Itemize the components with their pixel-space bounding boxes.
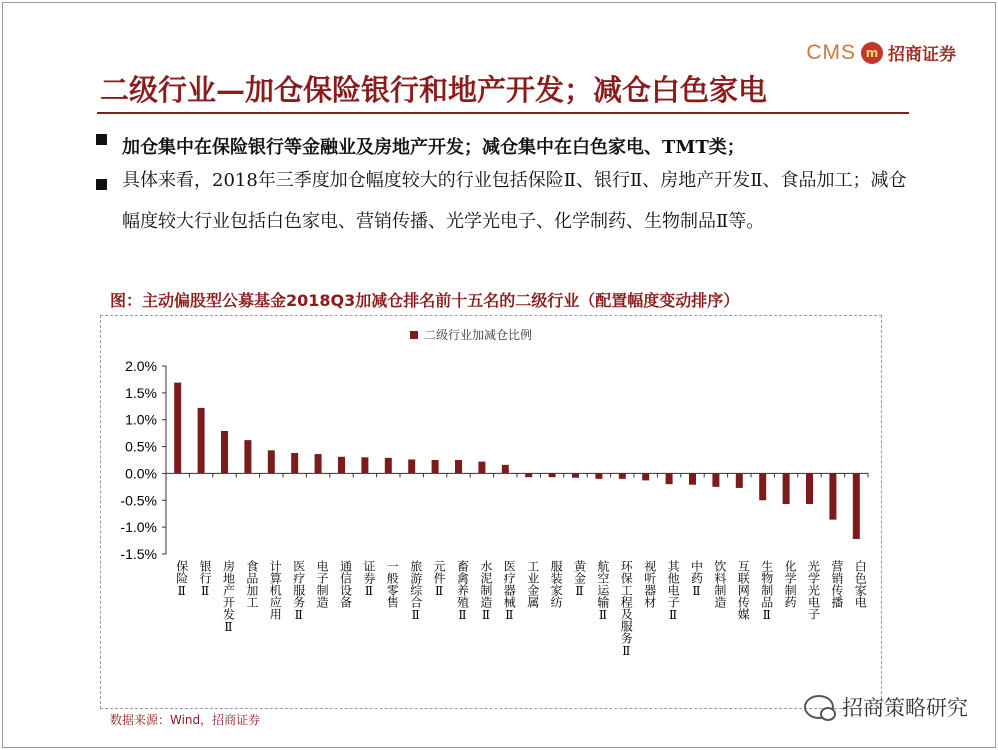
legend-swatch — [410, 331, 418, 339]
x-tick-label: 中药Ⅱ — [689, 560, 704, 598]
y-tick-label: 1.5% — [125, 384, 157, 401]
x-tick-label: 互联网传媒 — [736, 560, 751, 620]
x-tick-label: 计算机应用 — [268, 560, 283, 620]
bar — [174, 383, 181, 474]
x-tick-label: 畜禽养殖Ⅱ — [455, 560, 470, 622]
x-tick-label: 元件Ⅱ — [432, 560, 447, 598]
bar — [853, 473, 860, 539]
bar — [736, 473, 743, 488]
x-tick-label: 环保工程及服务Ⅱ — [619, 560, 634, 658]
y-tick-label: -1.0% — [120, 519, 157, 536]
y-tick-label: 0.0% — [125, 465, 157, 482]
bar — [361, 457, 368, 473]
bar — [619, 473, 626, 478]
logo-cn-text: 招商证券 — [888, 45, 956, 65]
bullet-square-icon — [96, 179, 107, 190]
bar — [806, 473, 813, 504]
bullet-text: 具体来看，2018年三季度加仓幅度较大的行业包括保险Ⅱ、银行Ⅱ、房地产开发Ⅱ、食品加工；减仓幅度较大行业包括白色家电、营销传播、光学光电子、化学制药、生物制品Ⅱ等。 — [122, 170, 907, 232]
bar — [572, 473, 579, 477]
watermark-text: 招商策略研究 — [842, 696, 968, 720]
bullet-square-icon — [96, 134, 107, 145]
x-tick-label: 电子制造 — [315, 560, 330, 608]
wechat-icon — [804, 695, 834, 719]
slide-title: 二级行业—加仓保险银行和地产开发；减仓白色家电 — [100, 73, 768, 107]
bar — [525, 473, 532, 477]
bar — [315, 454, 322, 473]
x-tick-label: 白色家电 — [853, 560, 868, 608]
x-tick-label: 食品加工 — [244, 560, 259, 608]
x-tick-label: 水泥制造Ⅱ — [478, 560, 493, 622]
y-tick-label: -0.5% — [120, 492, 157, 509]
x-tick-label: 房地产开发Ⅱ — [221, 560, 236, 634]
bar — [455, 460, 462, 473]
bar — [642, 473, 649, 480]
bar — [198, 408, 205, 474]
legend-label: 二级行业加减仓比例 — [424, 328, 533, 342]
x-tick-label: 服装家纺 — [549, 560, 564, 608]
bar — [549, 473, 556, 477]
bullet-item-2 — [96, 160, 912, 242]
x-tick-label: 保险Ⅱ — [174, 560, 189, 598]
x-tick-label: 旅游综合Ⅱ — [408, 560, 423, 622]
x-tick-label: 航空运输Ⅱ — [595, 560, 610, 622]
cms-mark-icon: m — [861, 42, 883, 64]
bar — [478, 462, 485, 474]
bar-chart — [100, 315, 880, 707]
bar — [783, 473, 790, 504]
bar — [268, 450, 275, 473]
x-tick-label: 视听器材 — [642, 560, 657, 608]
x-tick-label: 通信设备 — [338, 560, 353, 608]
bar — [408, 459, 415, 473]
x-tick-label: 饮料制造 — [712, 560, 727, 608]
bar — [689, 473, 696, 484]
watermark — [804, 692, 968, 722]
bar — [712, 473, 719, 486]
x-tick-label: 一般零售 — [385, 560, 400, 608]
x-tick-label: 其他电子Ⅱ — [666, 560, 681, 622]
x-tick-label: 工业金属 — [525, 560, 540, 608]
bullet-text: 加仓集中在保险银行等金融业及房地产开发；减仓集中在白色家电、TMT类； — [122, 137, 745, 158]
y-tick-label: 0.5% — [125, 438, 157, 455]
y-tick-label: -1.5% — [120, 546, 157, 562]
bar — [666, 473, 673, 484]
bar — [291, 453, 298, 473]
x-tick-label: 营销传播 — [829, 560, 844, 608]
x-tick-label: 医疗器械Ⅱ — [502, 560, 517, 622]
bar — [221, 431, 228, 473]
data-source: 数据来源：Wind，招商证券 — [110, 713, 261, 727]
bar — [595, 473, 602, 478]
brand-logo — [806, 40, 956, 65]
title-divider — [97, 112, 909, 114]
x-tick-label: 光学光电子 — [806, 560, 821, 620]
x-tick-label: 生物制品Ⅱ — [759, 560, 774, 622]
logo-text: CMS — [806, 40, 856, 64]
y-tick-label: 2.0% — [125, 358, 157, 374]
bar — [759, 473, 766, 500]
bar — [502, 465, 509, 474]
bar — [338, 457, 345, 474]
y-tick-label: 1.0% — [125, 411, 157, 428]
x-tick-label: 医疗服务Ⅱ — [291, 560, 306, 622]
bar — [244, 440, 251, 473]
bar — [432, 460, 439, 473]
x-tick-label: 银行Ⅱ — [198, 560, 213, 598]
bar — [385, 458, 392, 474]
x-tick-label: 证券Ⅱ — [361, 560, 376, 598]
figure-caption: 图：主动偏股型公募基金2018Q3加减仓排名前十五名的二级行业（配置幅度变动排序） — [110, 291, 740, 310]
bar — [829, 473, 836, 519]
x-tick-label: 黄金Ⅱ — [572, 560, 587, 598]
x-tick-label: 化学制药 — [783, 560, 798, 608]
